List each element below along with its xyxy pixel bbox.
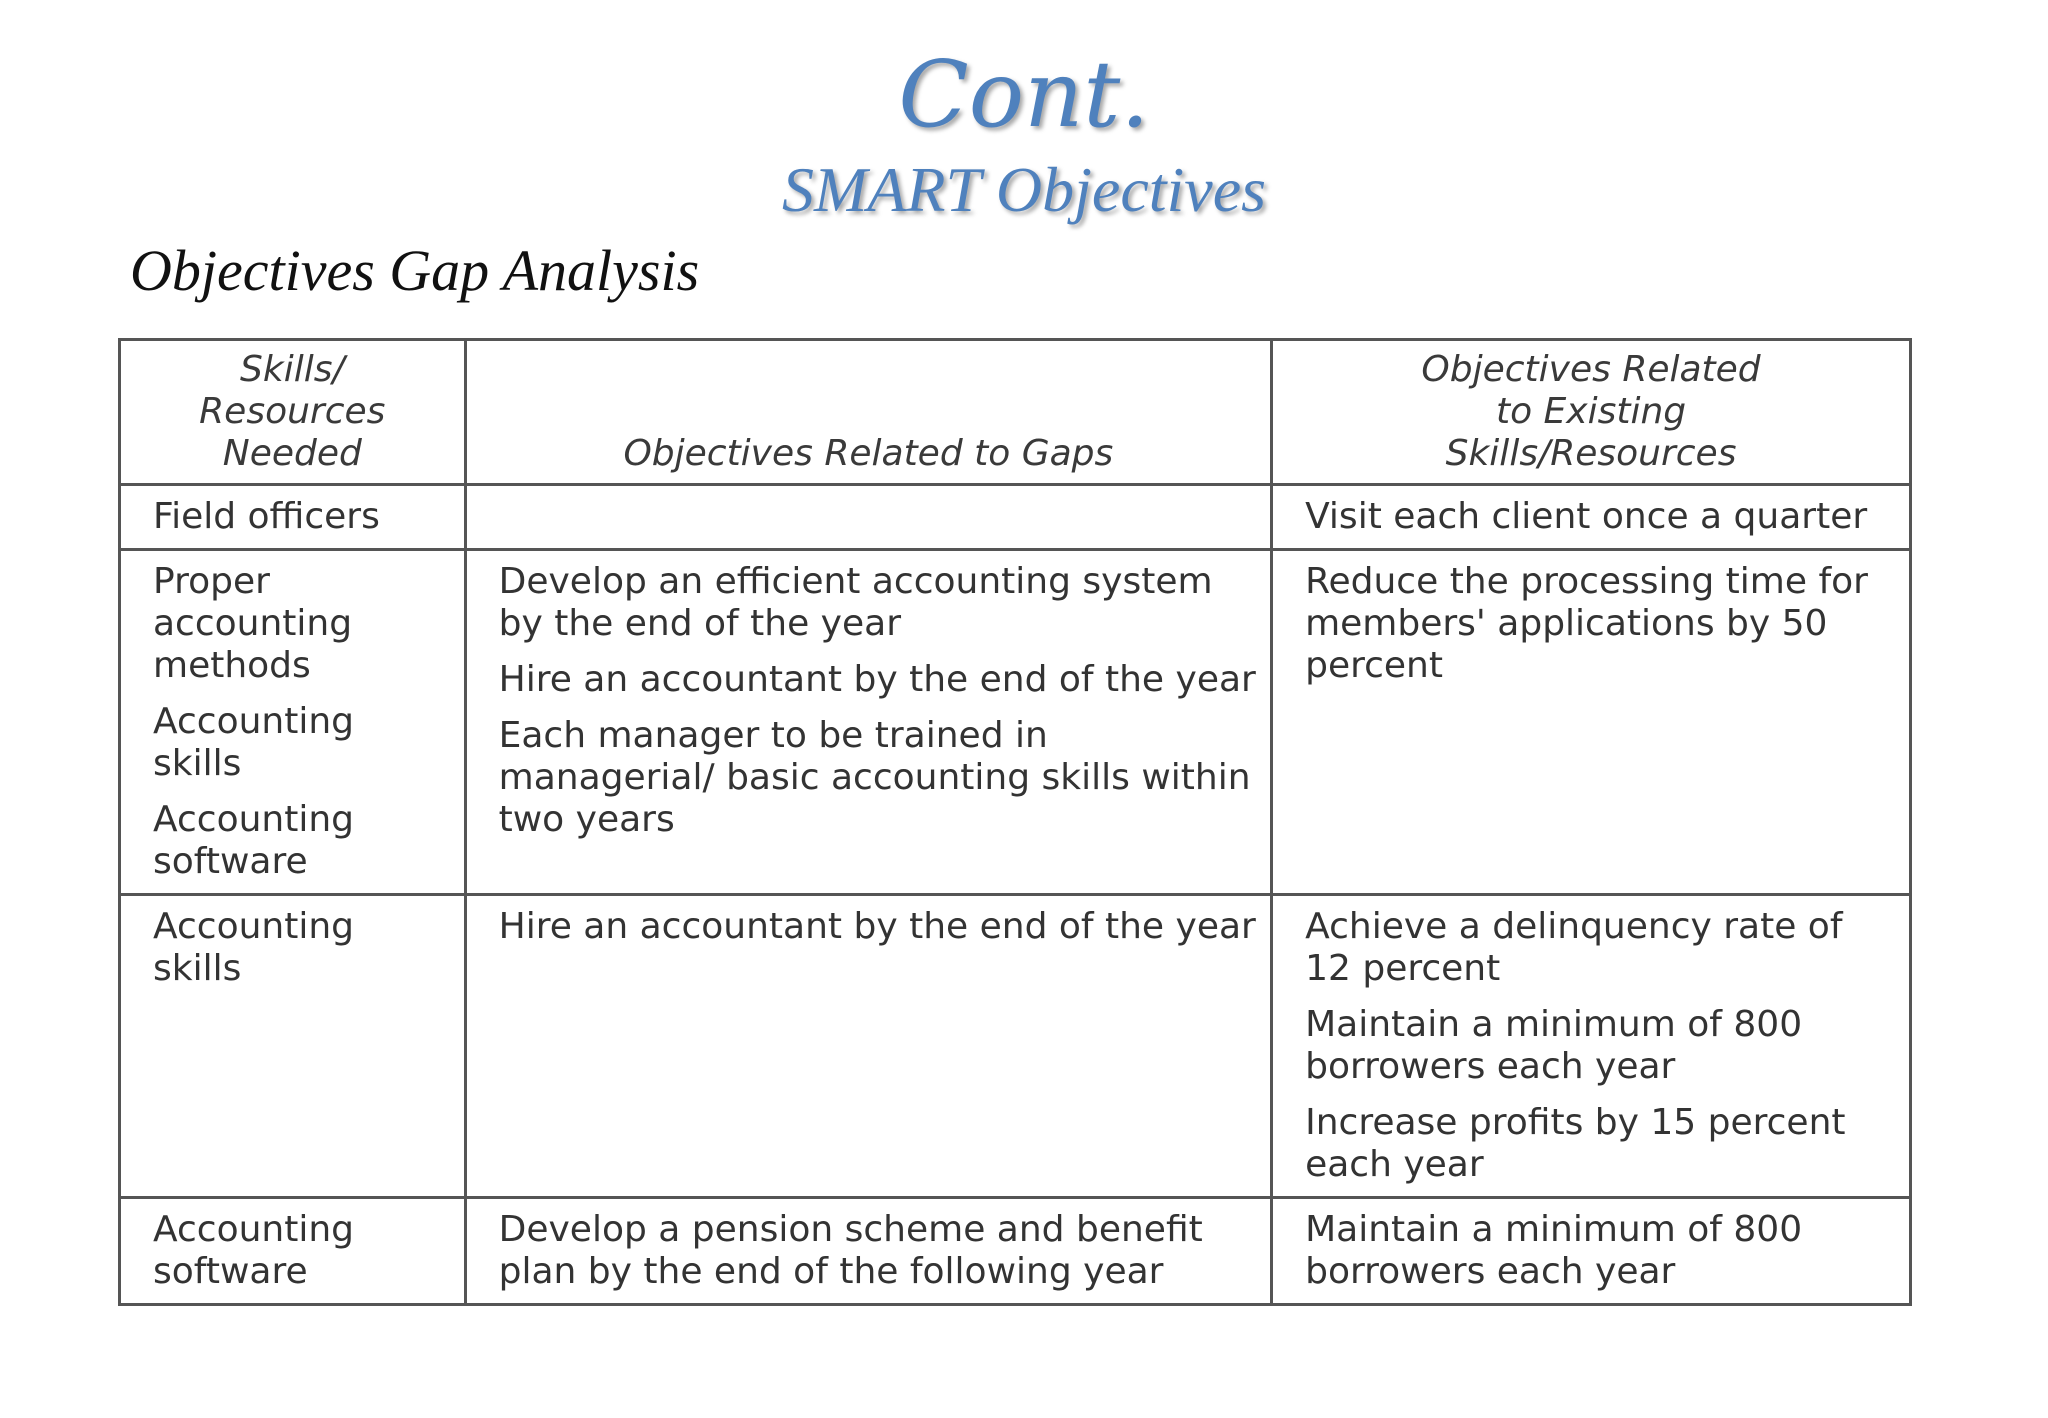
cell-item: Hire an accountant by the end of the year	[498, 906, 1256, 947]
cell-item: Hire an accountant by the end of the year	[498, 659, 1256, 700]
cell-item: Increase profits by 15 percent each year	[1305, 1102, 1846, 1185]
cell-item: Achieve a delinquency rate of 12 percent	[1305, 906, 1843, 989]
cell-item: Visit each client once a quarter	[1305, 496, 1868, 537]
section-heading: Objectives Gap Analysis	[130, 238, 700, 303]
skills-cell	[120, 485, 466, 550]
header-line: Resources	[199, 391, 386, 432]
header-line: Skills/Resources	[1445, 433, 1737, 474]
header-existing	[1272, 340, 1911, 485]
skills-cell	[120, 895, 466, 1198]
header-line: to Existing	[1495, 391, 1687, 432]
cell-item: Accounting skills	[153, 906, 355, 989]
table-body	[120, 485, 1911, 1305]
header-gaps	[465, 340, 1271, 485]
table-row	[120, 485, 1911, 550]
table-row	[120, 550, 1911, 895]
gaps-cell	[465, 895, 1271, 1198]
cell-item: Accounting software	[153, 799, 355, 882]
skills-cell	[120, 550, 466, 895]
existing-cell	[1272, 550, 1911, 895]
header-skills	[120, 340, 466, 485]
cell-item: Field officers	[153, 496, 380, 537]
cell-item: Maintain a minimum of 800 borrowers each year	[1305, 1004, 1803, 1087]
table-header-row	[120, 340, 1911, 485]
cell-item: Accounting skills	[153, 701, 355, 784]
header-line: Needed	[222, 433, 362, 474]
cell-item: Reduce the processing time for members' applications by 50 percent	[1305, 561, 1868, 686]
gap-analysis-table	[118, 338, 1912, 1306]
gaps-cell	[465, 485, 1271, 550]
existing-cell	[1272, 1198, 1911, 1305]
cell-item: Develop a pension scheme and benefit plan by the end of the following year	[498, 1209, 1203, 1292]
cell-item: Each manager to be trained in managerial/ basic accounting skills within two years	[498, 715, 1251, 840]
gaps-cell	[465, 1198, 1271, 1305]
table-row	[120, 1198, 1911, 1305]
cell-item: Accounting software	[153, 1209, 355, 1292]
cell-item: Develop an efficient accounting system by the end of the year	[498, 561, 1213, 644]
skills-cell	[120, 1198, 466, 1305]
header-line: Skills/	[240, 349, 345, 390]
table-row	[120, 895, 1911, 1198]
cell-item: Maintain a minimum of 800 borrowers each year	[1305, 1209, 1803, 1292]
header-line: Objectives Related to Gaps	[623, 433, 1114, 474]
slide-title: Cont.	[898, 41, 1150, 148]
gaps-cell	[465, 550, 1271, 895]
existing-cell	[1272, 485, 1911, 550]
header-line: Objectives Related	[1421, 349, 1761, 390]
cell-item: Proper accounting methods	[153, 561, 353, 686]
existing-cell	[1272, 895, 1911, 1198]
slide-subtitle: SMART Objectives	[781, 154, 1267, 225]
